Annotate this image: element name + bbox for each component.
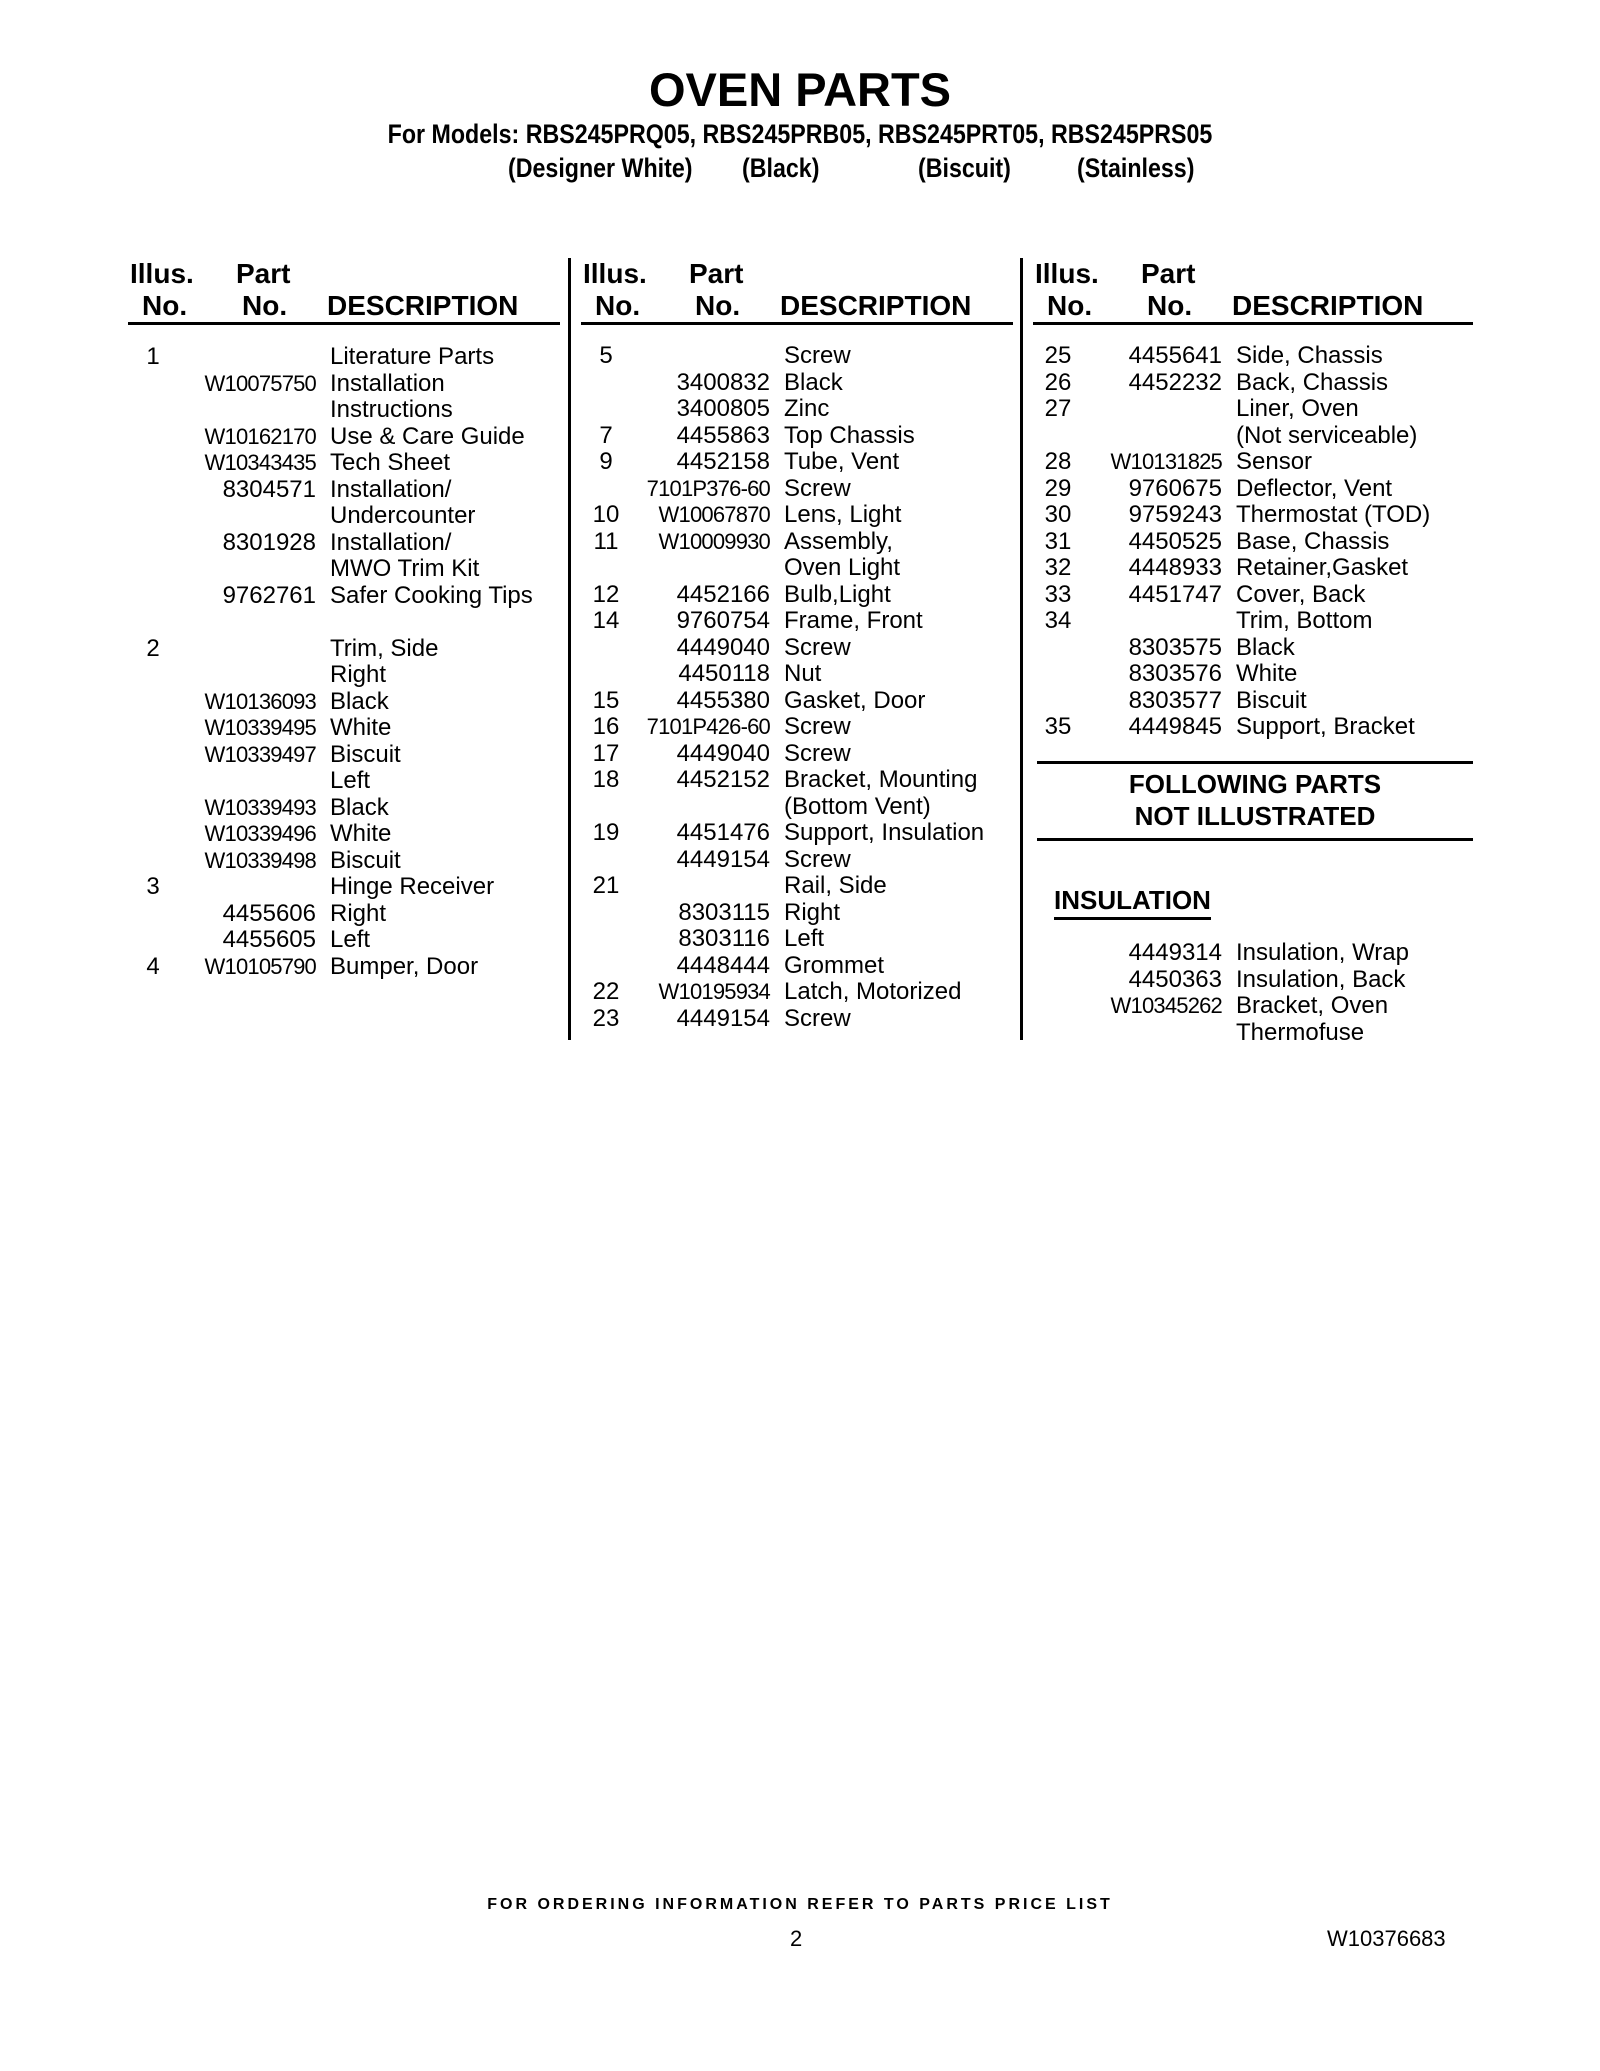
- part-description: MWO Trim Kit: [330, 555, 480, 582]
- part-number: 8303576: [1128, 660, 1222, 687]
- part-description: Trim, Side: [330, 634, 439, 662]
- part-description: Black: [330, 793, 389, 821]
- variant-black: (Black): [742, 153, 820, 183]
- variant-stainless: (Stainless): [1077, 153, 1195, 183]
- part-number: 4449154: [676, 845, 770, 873]
- models-subtitle: For Models: RBS245PRQ05, RBS245PRB05, RBS245PRT05, RBS245PRS05: [387, 119, 1213, 149]
- part-description: Support, Insulation: [784, 819, 985, 846]
- part-number: 4451476: [676, 819, 770, 846]
- part-description: Zinc: [784, 395, 830, 422]
- header-description: DESCRIPTION: [327, 290, 519, 321]
- part-number: 7101P426-60: [646, 714, 770, 739]
- illus-number: 27: [1044, 395, 1072, 422]
- part-description: Tube, Vent: [784, 448, 900, 475]
- insulation-part-number: 4450363: [1128, 965, 1222, 993]
- insulation-description: Thermofuse: [1236, 1018, 1365, 1046]
- part-number: W10339495: [204, 715, 316, 740]
- header-illus: Illus.: [1035, 258, 1099, 289]
- part-number: 8303116: [678, 925, 770, 952]
- part-description: Back, Chassis: [1236, 368, 1389, 396]
- part-description: Cover, Back: [1236, 580, 1366, 608]
- part-number: 4455380: [676, 686, 770, 714]
- insulation-part-number: 4449314: [1128, 939, 1222, 966]
- part-description: Base, Chassis: [1236, 527, 1390, 555]
- header-description: DESCRIPTION: [1232, 290, 1424, 321]
- variant-biscuit: (Biscuit): [918, 153, 1011, 183]
- part-number: 3400805: [676, 395, 770, 422]
- header-rule: [581, 322, 1013, 325]
- part-number: W10105790: [204, 953, 316, 979]
- header-description: DESCRIPTION: [780, 290, 972, 321]
- part-description: Biscuit: [1236, 686, 1307, 714]
- part-description: Right: [330, 661, 387, 688]
- part-description: White: [1236, 660, 1298, 687]
- part-number: W10339496: [204, 821, 316, 846]
- part-description: Deflector, Vent: [1236, 474, 1393, 502]
- header-illus-no: No.: [595, 290, 641, 321]
- part-description: Trim, Bottom: [1236, 607, 1373, 634]
- part-number: W10131825: [1110, 449, 1222, 474]
- document-number: W10376683: [1327, 1926, 1446, 1951]
- illus-number: 19: [592, 819, 620, 846]
- illus-number: 30: [1044, 501, 1072, 528]
- part-number: W10067870: [658, 502, 770, 527]
- header-illus-no: No.: [142, 290, 188, 321]
- header-part-no: No.: [695, 290, 741, 321]
- column-divider: [568, 258, 571, 1040]
- illus-number: 21: [592, 872, 620, 899]
- part-number: 8301928: [222, 528, 316, 556]
- part-description: Screw: [784, 845, 851, 873]
- part-description: (Not serviceable): [1236, 421, 1418, 449]
- part-description: Frame, Front: [784, 607, 923, 634]
- part-number: 4455641: [1128, 342, 1222, 369]
- part-description: Screw: [784, 342, 851, 369]
- part-number: W10009930: [658, 528, 770, 554]
- illus-number: 5: [599, 342, 613, 369]
- header-rule: [1033, 322, 1473, 325]
- part-number: 4448444: [676, 951, 770, 979]
- part-description: Installation/: [330, 528, 452, 556]
- illus-number: 16: [592, 713, 620, 740]
- part-description: Screw: [784, 739, 851, 767]
- part-description: Hinge Receiver: [330, 873, 495, 900]
- part-description: Rail, Side: [784, 872, 887, 899]
- part-description: Support, Bracket: [1236, 713, 1415, 740]
- variant-designer-white: (Designer White): [508, 153, 693, 183]
- illus-number: 29: [1044, 474, 1072, 502]
- part-number: 4450118: [678, 660, 770, 687]
- section-rule: [1037, 838, 1473, 841]
- part-number: 4452152: [676, 766, 770, 793]
- part-description: Left: [330, 767, 371, 794]
- not-illustrated-heading: FOLLOWING PARTS: [1128, 769, 1382, 799]
- part-description: Thermostat (TOD): [1236, 501, 1431, 528]
- illus-number: 4: [146, 952, 160, 980]
- part-description: Literature Parts: [330, 343, 495, 370]
- insulation-description: Insulation, Wrap: [1236, 939, 1409, 966]
- part-description: White: [330, 714, 392, 741]
- page-title: OVEN PARTS: [648, 63, 952, 116]
- part-number: 4450525: [1128, 527, 1222, 555]
- part-description: Installation/: [330, 475, 452, 503]
- part-description: Assembly,: [784, 527, 893, 555]
- illus-number: 34: [1044, 607, 1072, 634]
- part-number: 4451747: [1128, 580, 1222, 608]
- part-description: Right: [784, 898, 841, 926]
- header-part-no: No.: [242, 290, 288, 321]
- part-description: Black: [784, 368, 843, 396]
- part-description: Bulb,Light: [784, 580, 891, 608]
- part-description: Lens, Light: [784, 501, 902, 528]
- header-illus-no: No.: [1047, 290, 1093, 321]
- part-number: 4449040: [676, 633, 770, 661]
- header-part: Part: [1141, 258, 1196, 289]
- part-number: 9760675: [1128, 474, 1222, 502]
- part-number: 4452158: [676, 448, 770, 475]
- part-number: 4449040: [676, 739, 770, 767]
- insulation-description: Insulation, Back: [1236, 965, 1406, 993]
- illus-number: 10: [592, 501, 620, 528]
- part-number: 9760754: [676, 607, 770, 634]
- header-illus: Illus.: [130, 258, 194, 289]
- part-description: Screw: [784, 713, 851, 740]
- part-number: W10195934: [658, 979, 770, 1004]
- part-number: 9762761: [222, 581, 316, 609]
- part-number: 8303577: [1128, 686, 1222, 714]
- illus-number: 23: [592, 1004, 620, 1032]
- part-description: Installation: [330, 369, 445, 397]
- part-description: Safer Cooking Tips: [330, 581, 533, 609]
- section-rule: [1037, 761, 1473, 764]
- part-description: Instructions: [330, 396, 453, 423]
- insulation-description: Bracket, Oven: [1236, 992, 1389, 1019]
- part-number: W10162170: [204, 423, 316, 449]
- part-number: 7101P376-60: [646, 475, 770, 501]
- part-description: (Bottom Vent): [784, 792, 931, 820]
- illus-number: 25: [1044, 342, 1072, 369]
- page-number: 2: [790, 1926, 803, 1951]
- part-description: Biscuit: [330, 846, 401, 874]
- part-description: Tech Sheet: [330, 449, 451, 476]
- illus-number: 31: [1044, 527, 1072, 555]
- part-number: 4455605: [222, 926, 316, 953]
- part-number: 4448933: [1128, 554, 1222, 581]
- illus-number: 2: [146, 634, 160, 662]
- header-part: Part: [236, 258, 291, 289]
- part-description: Liner, Oven: [1236, 395, 1359, 422]
- illus-number: 35: [1044, 713, 1072, 740]
- illus-number: 11: [593, 527, 619, 555]
- illus-number: 22: [592, 978, 620, 1005]
- part-description: Oven Light: [784, 554, 901, 581]
- part-number: W10136093: [204, 688, 316, 714]
- part-description: Bracket, Mounting: [784, 766, 978, 793]
- part-description: White: [330, 820, 392, 847]
- part-description: Biscuit: [330, 740, 401, 768]
- illus-number: 9: [599, 448, 613, 475]
- part-description: Left: [330, 926, 371, 953]
- part-number: 4452166: [676, 580, 770, 608]
- illus-number: 3: [146, 873, 160, 900]
- part-description: Bumper, Door: [330, 952, 479, 980]
- part-number: 4449845: [1128, 713, 1222, 740]
- part-description: Right: [330, 899, 387, 927]
- illus-number: 14: [592, 607, 620, 634]
- part-number: 8303115: [678, 898, 770, 926]
- part-description: Nut: [784, 660, 822, 687]
- part-number: 4455863: [676, 421, 770, 449]
- part-number: 3400832: [676, 368, 770, 396]
- illus-number: 15: [592, 686, 620, 714]
- part-description: Black: [330, 687, 389, 715]
- part-number: W10075750: [204, 370, 316, 396]
- illus-number: 17: [592, 739, 620, 767]
- part-description: Side, Chassis: [1236, 342, 1383, 369]
- part-description: Use & Care Guide: [330, 422, 525, 450]
- part-number: 8303575: [1128, 633, 1222, 661]
- part-description: Left: [784, 925, 825, 952]
- part-number: W10343435: [204, 450, 316, 475]
- part-description: Latch, Motorized: [784, 978, 962, 1005]
- part-number: 4452232: [1128, 368, 1222, 396]
- illus-number: 26: [1044, 368, 1072, 396]
- part-description: Top Chassis: [784, 421, 915, 449]
- part-description: Gasket, Door: [784, 686, 926, 714]
- part-number: 4449154: [676, 1004, 770, 1032]
- ordering-note: FOR ORDERING INFORMATION REFER TO PARTS PRICE LIST: [487, 1896, 1113, 1913]
- header-part-no: No.: [1147, 290, 1193, 321]
- part-number: W10339498: [204, 847, 316, 873]
- part-description: Retainer,Gasket: [1236, 554, 1409, 581]
- part-description: Screw: [784, 633, 851, 661]
- part-description: Undercounter: [330, 502, 476, 529]
- illus-number: 33: [1044, 580, 1072, 608]
- part-number: 8304571: [222, 475, 316, 503]
- illus-number: 12: [592, 580, 620, 608]
- part-number: W10339497: [204, 741, 316, 767]
- insulation-part-number: W10345262: [1110, 993, 1222, 1018]
- header-part: Part: [689, 258, 744, 289]
- part-number: W10339493: [204, 794, 316, 820]
- illus-number: 18: [592, 766, 620, 793]
- part-number: 9759243: [1128, 501, 1222, 528]
- illus-number: 32: [1044, 554, 1072, 581]
- header-rule: [128, 322, 560, 325]
- insulation-heading: INSULATION: [1054, 885, 1211, 920]
- column-divider: [1020, 258, 1023, 1040]
- not-illustrated-heading: NOT ILLUSTRATED: [1134, 801, 1376, 831]
- part-number: 4455606: [222, 899, 316, 927]
- illus-number: 7: [599, 421, 613, 449]
- illus-number: 28: [1044, 448, 1072, 475]
- part-description: Screw: [784, 1004, 851, 1032]
- illus-number: 1: [146, 343, 160, 370]
- header-illus: Illus.: [583, 258, 647, 289]
- part-description: Screw: [784, 474, 851, 502]
- part-description: Sensor: [1236, 448, 1313, 475]
- part-description: Grommet: [784, 951, 885, 979]
- part-description: Black: [1236, 633, 1295, 661]
